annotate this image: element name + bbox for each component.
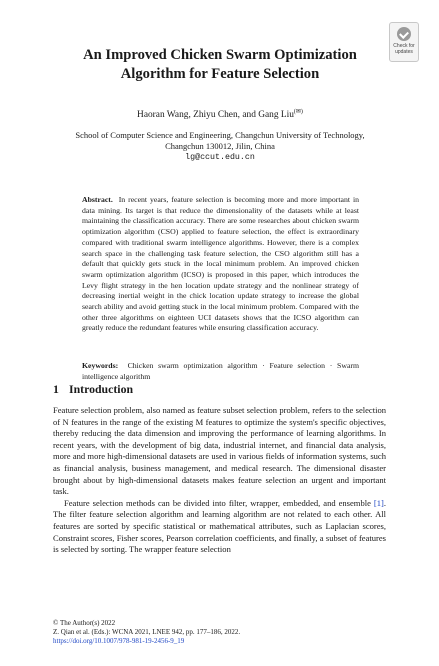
keywords-text: Chicken swarm optimization algorithm · Feature selection · Swarm intelligence algorithm xyxy=(82,361,360,381)
doi-link[interactable]: https://doi.org/10.1007/978-981-19-2456-9_19 xyxy=(53,637,185,646)
paper-title: An Improved Chicken Swarm Optimization Algorithm for Feature Selection xyxy=(83,47,357,82)
affiliation xyxy=(60,130,380,163)
keywords xyxy=(82,361,359,382)
author-email[interactable]: lg@ccut.edu.cn xyxy=(185,153,255,162)
check-for-updates-badge[interactable] xyxy=(389,22,419,62)
author-list xyxy=(40,109,400,121)
envelope-icon[interactable]: (✉) xyxy=(293,108,303,115)
page-footer xyxy=(53,619,386,647)
paragraph-2-end: . The filter feature selection algorithm and learning algorithm are not related to each other. All features are sorted by specific statistical or mathematical attributes, such as Laplacian scores, Constraint scores, Fisher scores, Pearson correlation coefficients, and finally, a subset of features is selected by sorting. The wrapper feature selection xyxy=(53,497,386,555)
body-paragraph-1: Feature selection problem, also named as feature subset selection problem, refers to the selection of N features in the range of the existing M features to optimize the system's specific objectives, thereby reducing the data dimension and improving the performance of learning algorithms. In recent years, with the development of big data, industrial internet, and financial data analysis, more and more high-dimensional datasets are used in various fields of information systems, such as financial analysis, business management, and medical research. The dimensional disaster brought about by high-dimensional datasets makes feature selection an urgent and important task. xyxy=(53,405,386,497)
citation-line: Z. Qian et al. (Eds.): WCNA 2021, LNEE 942, pp. 177–186, 2022. xyxy=(53,628,241,637)
copyright-line: © The Author(s) 2022 xyxy=(53,619,116,627)
check-circle-icon xyxy=(397,27,411,41)
abstract xyxy=(82,195,359,334)
body-text xyxy=(53,405,386,556)
citation-link[interactable]: [1] xyxy=(373,497,384,508)
affiliation-line-1: School of Computer Science and Engineering, Changchun University of Technology, xyxy=(75,130,365,140)
abstract-label: Abstract. xyxy=(82,195,113,204)
section-title: Introduction xyxy=(69,382,134,396)
affiliation-line-2: Changchun 130012, Jilin, China xyxy=(165,141,275,151)
paragraph-2-start: Feature selection methods can be divided into filter, wrapper, embedded, and ensemble xyxy=(64,497,374,508)
check-for-updates-label: Check for updates xyxy=(393,43,415,55)
body-paragraph-2 xyxy=(53,498,386,556)
abstract-text: In recent years, feature selection is becoming more and more important in data mining. Its target is that reduce the dimensionality of the datasets while at least maintaining the classification accuracy. There are some researches about chicken swarm optimization algorithm (CSO) applied to feature selection, the effect is extraordinary compared with traditional swarm intelligence algorithms. However, there is a complex search space in the challenging task feature selection, the CSO algorithm still has a default that quickly gets stuck in the local minimum problem. An improved chicken swarm optimization algorithm (ICSO) is proposed in this paper, which introduces the Levy flight strategy in the hen location update strategy and the nonlinear strategy of decreasing inertial weight in the chick location update strategy to increase the global search ability and avoid getting stuck in the local minimum problem. Compared with the other three algorithms on eighteen UCI datasets shows that the ICSO algorithm can greatly reduce the redundant features while ensuring classification accuracy. xyxy=(82,195,359,333)
author-names: Haoran Wang, Zhiyu Chen, and Gang Liu xyxy=(137,110,294,120)
section-number: 1 xyxy=(53,382,59,396)
keywords-label: Keywords: xyxy=(82,361,119,370)
section-heading xyxy=(53,382,133,396)
